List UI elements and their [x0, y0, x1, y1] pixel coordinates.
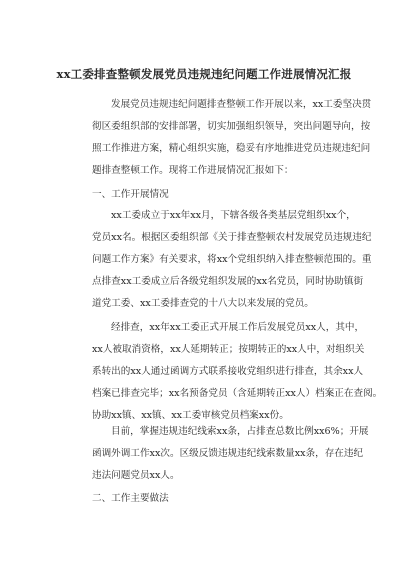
paragraph-line: 问题工作方案》有关要求，将xx个党组织纳入排查整顿范围的。重 [92, 254, 372, 265]
section-heading-2: 二、工作主要做法 [92, 493, 169, 504]
paragraph-current-status [92, 421, 369, 487]
paragraph-line: 题排查整顿工作。现将工作进展情况汇报如下： [92, 165, 294, 176]
section-heading-1: 一、工作开展情况 [92, 189, 169, 200]
paragraph-line: 经排查，xx年xx工委正式开展工作后发展党员xx人，其中， [111, 322, 365, 333]
paragraph-overview [92, 205, 372, 315]
paragraph-line: 系转出的xx人通过函调方式联系接收党组织进行排查，其余xx人 [92, 366, 364, 377]
paragraph-line: 彻区委组织部的安排部署，切实加强组织领导，突出问题导向，按 [92, 121, 371, 132]
paragraph-line: 发展党员违规违纪问题排查整顿工作开展以来，xx工委坚决贯 [111, 99, 372, 110]
paragraph-line: 党员xx名。根据区委组织部《关于排查整顿农村发展党员违规违纪 [92, 232, 372, 243]
paragraph-line: 目前，掌握违规违纪线索xx条，占排查总数比例xx6%；开展 [111, 426, 369, 437]
paragraph-line: 道党工委、xx工委排查党的十八大以来发展的党员。 [92, 298, 314, 309]
paragraph-line: 协助xx镇、xx镇、xx工委审核党员档案xx份。 [92, 410, 289, 421]
paragraph-line: 照工作推进方案，精心组织实施，稳妥有序地推进党员违规违纪问 [92, 143, 371, 154]
paragraph-intro [92, 94, 372, 182]
paragraph-line: xx人被取消资格，xx人延期转正；按期转正的xx人中，对组织关 [92, 344, 365, 355]
paragraph-line: xx工委成立于xx年xx月，下辖各级各类基层党组织xx个， [111, 210, 356, 221]
paragraph-line: 违法问题党员xx人。 [92, 470, 180, 481]
paragraph-investigation [92, 317, 383, 427]
paragraph-line: 档案已排查完毕；xx名预备党员（含延期转正xx人）档案正在查阅。 [92, 388, 383, 399]
document-title: xx工委排查整顿发展党员违规违纪问题工作进展情况汇报 [56, 67, 352, 81]
paragraph-line: 函调外调工作xx次。区级反馈违规违纪线索数量xx条，存在违纪 [92, 448, 364, 459]
paragraph-line: 点排查xx工委成立后各级党组织发展的xx名党员，同时协助镇街 [92, 276, 364, 287]
